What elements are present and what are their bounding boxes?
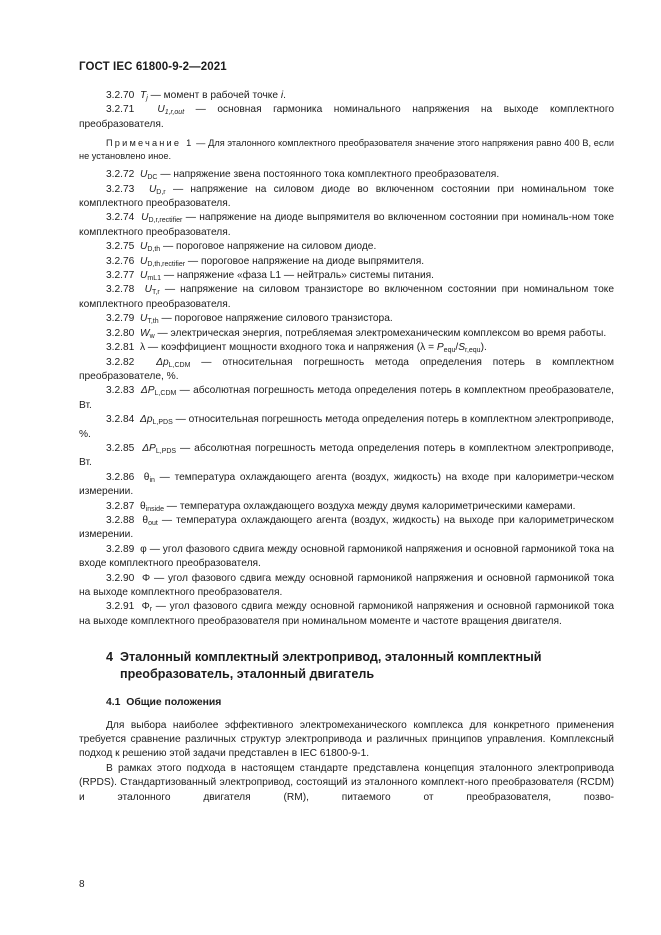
def-symbol: U xyxy=(144,284,152,296)
definition-3-2-81 xyxy=(79,341,614,355)
subsection-heading xyxy=(106,696,614,710)
def-number: 3.2.77 xyxy=(106,270,135,282)
definition-3-2-84 xyxy=(79,413,614,442)
definition-3-2-73 xyxy=(79,183,614,212)
def-text: — напряжение на силовом диоде во включенном состоянии при номинальном токе комплектного преобразователя. xyxy=(79,183,614,210)
formula-end: ). xyxy=(480,342,487,354)
def-number: 3.2.81 xyxy=(106,342,135,354)
def-number: 3.2.86 xyxy=(106,471,135,483)
formula-s: S xyxy=(458,342,465,354)
def-number: 3.2.84 xyxy=(106,414,135,426)
def-subscript: mL1 xyxy=(147,275,161,283)
def-subscript: L,CDM xyxy=(154,390,177,398)
def-text: — пороговое напряжение на диоде выпрямителя. xyxy=(185,255,425,267)
def-symbol: θ xyxy=(143,471,150,483)
def-number: 3.2.85 xyxy=(106,442,135,454)
def-number: 3.2.89 xyxy=(106,543,135,555)
def-text: — абсолютная погрешность метода определения потерь в комплектном преобразователе, Вт. xyxy=(79,385,614,411)
def-subscript: D,r xyxy=(156,188,166,196)
formula-p-sub: equ xyxy=(443,347,456,355)
def-text: — напряжение звена постоянного тока комплектного преобразователя. xyxy=(157,169,500,181)
def-text: — температура охлаждающего агента (воздух, жидкость) на выходе при калориметрическом измерении. xyxy=(79,514,614,541)
definition-3-2-85 xyxy=(79,442,614,471)
def-number: 3.2.80 xyxy=(106,327,135,339)
def-subscript: L,PDS xyxy=(155,447,177,455)
formula-slash: / xyxy=(455,342,459,354)
def-number: 3.2.79 xyxy=(106,313,135,325)
def-text: — момент в рабочей точке xyxy=(147,90,281,101)
def-subscript: L,CDM xyxy=(168,361,191,369)
definition-3-2-70 xyxy=(79,89,614,103)
def-symbol: λ xyxy=(140,342,146,354)
def-symbol: φ xyxy=(140,543,147,555)
def-symbol: θ xyxy=(142,514,149,526)
def-text: — пороговое напряжение силового транзистора. xyxy=(158,313,393,325)
def-number: 3.2.91 xyxy=(106,601,135,613)
def-symbol: ΔP xyxy=(142,442,156,454)
def-symbol: U xyxy=(157,104,165,116)
def-symbol: U xyxy=(140,255,148,267)
def-subscript: D,th,rectifier xyxy=(147,260,186,268)
def-subscript: w xyxy=(149,332,155,340)
paragraph: Для выбора наиболее эффективного электромеханического комплекса для конкретного применения требуется сравнение различных структур электропривода и различных принципов управления. Комплексный подход к решению этой задачи представлен в IEC 61800-9-1. xyxy=(79,719,614,760)
definition-3-2-76 xyxy=(79,255,614,269)
def-symbol: U xyxy=(148,183,157,195)
def-subscript: inside xyxy=(145,505,164,513)
def-subscript: j xyxy=(146,95,148,102)
section-title-line1: Эталонный комплектный электропривод, эталонный комплектный xyxy=(120,650,542,665)
definition-3-2-75 xyxy=(79,240,614,254)
def-symbol: θ xyxy=(140,500,146,512)
page-number: 8 xyxy=(79,879,85,890)
def-number: 3.2.90 xyxy=(106,572,135,584)
definition-3-2-88 xyxy=(79,514,614,543)
def-subscript: 1,r,out xyxy=(164,109,185,117)
definition-3-2-78 xyxy=(79,283,614,312)
def-symbol: U xyxy=(140,241,148,253)
def-number: 3.2.70 xyxy=(106,90,135,101)
def-text: — температура охлаждающего воздуха между двумя калориметрическими камерами. xyxy=(163,500,576,512)
def-subscript: D,r,rectifier xyxy=(148,217,183,225)
def-text: — напряжение «фаза L1 — нейтраль» системы питания. xyxy=(160,270,435,282)
note-text: — Для эталонного комплектного преобразователя значение этого напряжения равно 400 В, если не установлено иное. xyxy=(79,138,614,162)
def-text: — относительная погрешность метода определения потерь в комплектном преобразователе, %. xyxy=(79,356,614,382)
def-text: — напряжение на силовом транзисторе во включенном состоянии при номинальном токе комплектного преобразователя. xyxy=(79,284,615,310)
def-text: — угол фазового сдвига между основной гармоникой напряжения и основной гармоникой тока на выходе комплектного преобразователя при номинальном моменте и частоте вращения двигателя. xyxy=(79,601,614,627)
def-number: 3.2.76 xyxy=(106,255,135,267)
def-text: — пороговое напряжение на силовом диоде. xyxy=(160,241,377,253)
def-text: — основная гармоника номинального напряжения на выходе комплектного преобразователя. xyxy=(79,104,614,130)
definition-3-2-77 xyxy=(79,269,614,283)
subsection-title: Общие положения xyxy=(126,697,222,709)
def-text-tail: . xyxy=(283,90,286,101)
def-symbol: U xyxy=(140,169,148,181)
def-subscript: D,th xyxy=(147,246,161,254)
def-text: — электрическая энергия, потребляемая электромеханическим комплексом во время работы. xyxy=(154,327,607,339)
def-number: 3.2.71 xyxy=(106,104,135,116)
def-number: 3.2.83 xyxy=(106,385,135,397)
definition-3-2-82 xyxy=(79,356,614,385)
section-number: 4 xyxy=(106,650,114,665)
def-number: 3.2.73 xyxy=(106,183,135,195)
def-text: — угол фазового сдвига между основной гармоникой напряжения и основной гармоникой тока на выходе комплектного преобразователя. xyxy=(79,572,614,598)
section-heading xyxy=(106,649,614,683)
def-subscript: T,r xyxy=(151,289,160,297)
def-symbol: U xyxy=(140,313,148,325)
def-text: — напряжение на диоде выпрямителя во включенном состоянии при номиналь-ном токе комплектного преобразователя. xyxy=(79,212,614,238)
def-symbol: ΔP xyxy=(140,385,155,397)
formula-p: P xyxy=(436,342,444,354)
definition-3-2-79 xyxy=(79,312,614,326)
def-text: — коэффициент мощности входного тока и напряжения (λ = xyxy=(145,342,437,354)
def-text-italic: i xyxy=(280,90,284,101)
definition-3-2-80 xyxy=(79,327,614,341)
document-header: ГОСТ IEC 61800-9-2—2021 xyxy=(79,61,227,73)
definition-3-2-89 xyxy=(79,543,614,572)
definition-3-2-86 xyxy=(79,471,614,500)
page-content xyxy=(79,89,614,805)
def-number: 3.2.88 xyxy=(106,514,135,526)
def-symbol: Δp xyxy=(156,356,169,368)
definition-3-2-74 xyxy=(79,211,614,240)
definition-3-2-72 xyxy=(79,168,614,182)
def-subscript: r xyxy=(149,606,153,614)
def-number: 3.2.87 xyxy=(106,500,135,512)
def-text: — угол фазового сдвига между основной гармоникой напряжения и основной гармоникой тока на входе комплектного преобразователя. xyxy=(79,543,614,570)
formula-s-sub: r,equ xyxy=(465,347,481,355)
def-number: 3.2.72 xyxy=(106,169,135,181)
note-label: Примечание 1 xyxy=(106,138,194,149)
subsection-number: 4.1 xyxy=(106,697,121,709)
definition-3-2-87 xyxy=(79,500,614,514)
definition-3-2-83 xyxy=(79,384,614,413)
def-symbol: Δp xyxy=(140,414,153,426)
def-text: — температура охлаждающего агента (воздух, жидкость) на входе при калориметри-ческом измерении. xyxy=(79,471,614,498)
def-subscript: T,th xyxy=(147,318,159,326)
def-subscript: L,PDS xyxy=(152,419,173,427)
section-title-line2: преобразователь, эталонный двигатель xyxy=(120,667,375,682)
definition-3-2-71 xyxy=(79,103,614,132)
def-symbol: U xyxy=(141,212,149,224)
def-text: — абсолютная погрешность метода определения потерь в комплектном электроприводе, Вт. xyxy=(79,442,614,469)
paragraph: В рамках этого подхода в настоящем стандарте представлена концепция эталонного электропривода (RPDS). Стандартизованный электропривод, состоящий из эталонного комплект-ного преобразователя (RCDM) и эталонного двигателя (RM), питаемого от преобразователя, позво- xyxy=(79,762,614,803)
def-number: 3.2.74 xyxy=(106,212,135,224)
def-symbol: W xyxy=(140,327,150,339)
def-subscript: out xyxy=(148,519,158,527)
definition-3-2-90 xyxy=(79,572,614,601)
def-number: 3.2.82 xyxy=(106,356,135,368)
def-text: — относительная погрешность метода определения потерь в комплектном электроприводе, %. xyxy=(79,414,614,440)
def-subscript: DC xyxy=(147,174,158,182)
note-1 xyxy=(79,137,614,163)
def-symbol: U xyxy=(140,270,148,282)
def-number: 3.2.78 xyxy=(106,284,135,296)
def-symbol: Φ xyxy=(141,572,151,584)
def-symbol: Φ xyxy=(141,601,150,613)
def-symbol: T xyxy=(140,90,147,101)
def-number: 3.2.75 xyxy=(106,241,135,253)
def-subscript: in xyxy=(149,476,155,484)
definition-3-2-91 xyxy=(79,600,614,629)
